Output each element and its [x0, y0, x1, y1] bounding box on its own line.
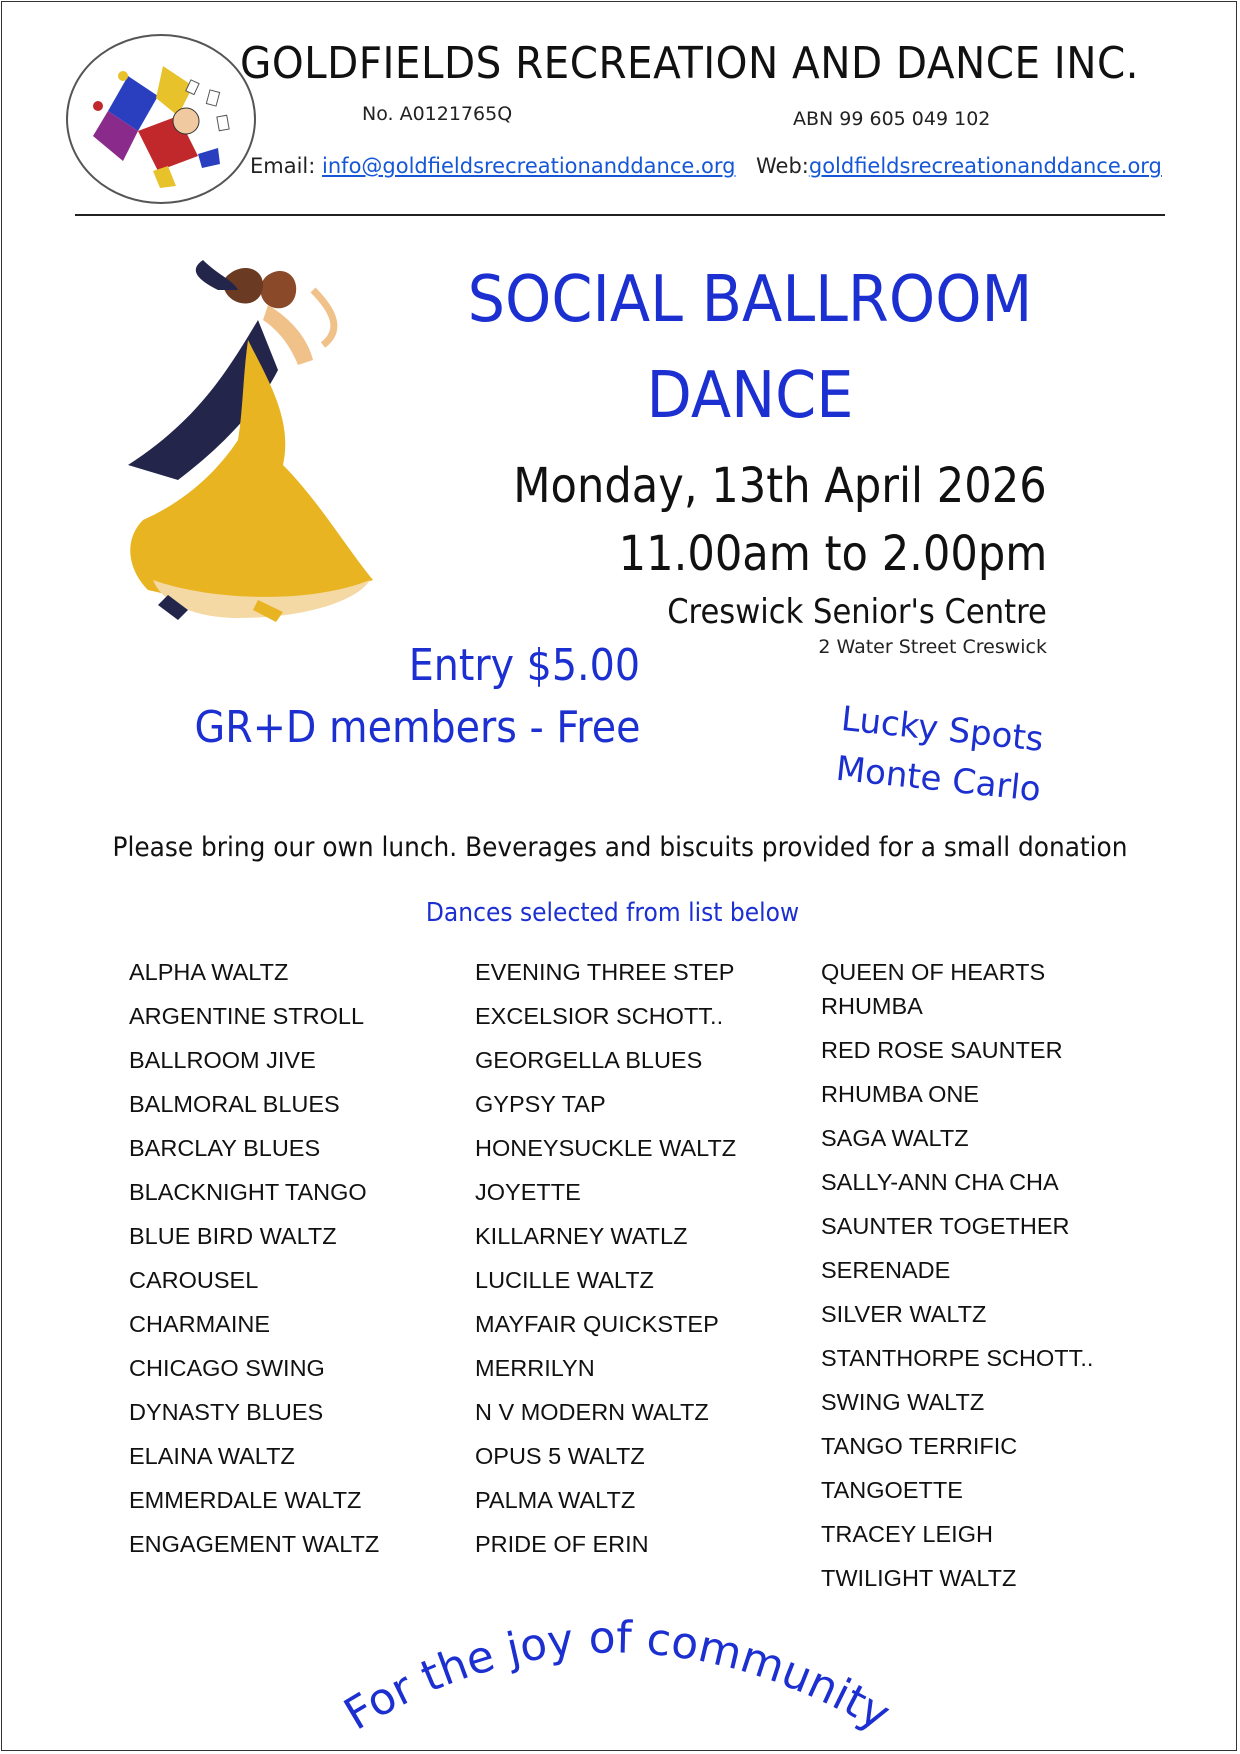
list-item: BALMORAL BLUES: [129, 1091, 340, 1117]
dance-list-column-2: [475, 950, 736, 1566]
event-title: [423, 252, 1076, 444]
dance-list-column-3: [821, 950, 1093, 1600]
list-item: EVENING THREE STEP: [475, 959, 735, 985]
web-link[interactable]: goldfieldsrecreationanddance.org: [808, 154, 1162, 178]
list-item: CAROUSEL: [129, 1267, 259, 1293]
list-item: PALMA WALTZ: [475, 1487, 636, 1513]
event-time: 11.00am to 2.00pm: [618, 526, 1047, 582]
jester-logo-icon: [66, 34, 256, 204]
list-item: KILLARNEY WATLZ: [475, 1223, 688, 1249]
list-item: MERRILYN: [475, 1355, 595, 1381]
header-divider: [75, 214, 1165, 216]
tagline: [335, 1580, 900, 1750]
lunch-note: Please bring our own lunch. Beverages and biscuits provided for a small donation: [112, 832, 1128, 863]
event-title-line2: DANCE: [646, 359, 854, 433]
event-title-line1: SOCIAL BALLROOM: [467, 263, 1033, 337]
list-item: SAUNTER TOGETHER: [821, 1213, 1070, 1239]
list-item: N V MODERN WALTZ: [475, 1399, 709, 1425]
abn-number: ABN 99 605 049 102: [793, 108, 991, 130]
email-label: Email:: [250, 154, 316, 178]
organisation-name: GOLDFIELDS RECREATION AND DANCE INC.: [240, 38, 1139, 89]
list-item: SWING WALTZ: [821, 1389, 985, 1415]
event-date: Monday, 13th April 2026: [513, 458, 1047, 514]
list-item: QUEEN OF HEARTS RHUMBA: [821, 959, 1046, 1019]
list-item: TANGO TERRIFIC: [821, 1433, 1018, 1459]
list-item: SERENADE: [821, 1257, 951, 1283]
list-item: DYNASTY BLUES: [129, 1399, 324, 1425]
list-item: HONEYSUCKLE WALTZ: [475, 1135, 737, 1161]
list-item: JOYETTE: [475, 1179, 581, 1205]
list-item: TWILIGHT WALTZ: [821, 1565, 1017, 1591]
list-item: CHICAGO SWING: [129, 1355, 325, 1381]
list-item: BARCLAY BLUES: [129, 1135, 321, 1161]
list-item: TRACEY LEIGH: [821, 1521, 993, 1547]
list-item: ARGENTINE STROLL: [129, 1003, 365, 1029]
registration-number: No. A0121765Q: [362, 103, 513, 125]
entry-price: Entry $5.00: [408, 640, 640, 691]
list-item: GEORGELLA BLUES: [475, 1047, 703, 1073]
web-label: Web:: [756, 154, 809, 178]
venue-address: 2 Water Street Creswick: [818, 636, 1047, 658]
list-item: STANTHORPE SCHOTT..: [821, 1345, 1094, 1371]
tagline-text: For the joy of community: [335, 1612, 899, 1741]
list-item: BLACKNIGHT TANGO: [129, 1179, 367, 1205]
list-item: MAYFAIR QUICKSTEP: [475, 1311, 719, 1337]
list-item: CHARMAINE: [129, 1311, 271, 1337]
list-item: EMMERDALE WALTZ: [129, 1487, 362, 1513]
list-item: BALLROOM JIVE: [129, 1047, 316, 1073]
list-item: LUCILLE WALTZ: [475, 1267, 654, 1293]
ballroom-dancers-icon: [108, 250, 398, 625]
extra-monte-carlo: Monte Carlo: [834, 748, 1043, 810]
email-link[interactable]: info@goldfieldsrecreationanddance.org: [322, 154, 736, 178]
list-item: ALPHA WALTZ: [129, 959, 289, 985]
list-item: TANGOETTE: [821, 1477, 963, 1503]
extras-block: [834, 694, 1049, 815]
extra-lucky-spots: Lucky Spots: [839, 698, 1046, 760]
list-item: RHUMBA ONE: [821, 1081, 979, 1107]
list-item: SALLY-ANN CHA CHA: [821, 1169, 1059, 1195]
email-line: [250, 154, 735, 178]
list-item: SILVER WALTZ: [821, 1301, 987, 1327]
list-item: BLUE BIRD WALTZ: [129, 1223, 337, 1249]
venue-name: Creswick Senior's Centre: [667, 592, 1047, 632]
list-item: GYPSY TAP: [475, 1091, 606, 1117]
list-item: RED ROSE SAUNTER: [821, 1037, 1063, 1063]
dance-list-column-1: [129, 950, 379, 1566]
list-item: PRIDE OF ERIN: [475, 1531, 649, 1557]
entry-members-free: GR+D members - Free: [194, 702, 640, 753]
list-item: ELAINA WALTZ: [129, 1443, 295, 1469]
list-item: OPUS 5 WALTZ: [475, 1443, 645, 1469]
dance-list-heading: Dances selected from list below: [425, 898, 800, 928]
list-item: EXCELSIOR SCHOTT..: [475, 1003, 724, 1029]
web-line: [756, 154, 1162, 178]
list-item: SAGA WALTZ: [821, 1125, 969, 1151]
list-item: ENGAGEMENT WALTZ: [129, 1531, 380, 1557]
